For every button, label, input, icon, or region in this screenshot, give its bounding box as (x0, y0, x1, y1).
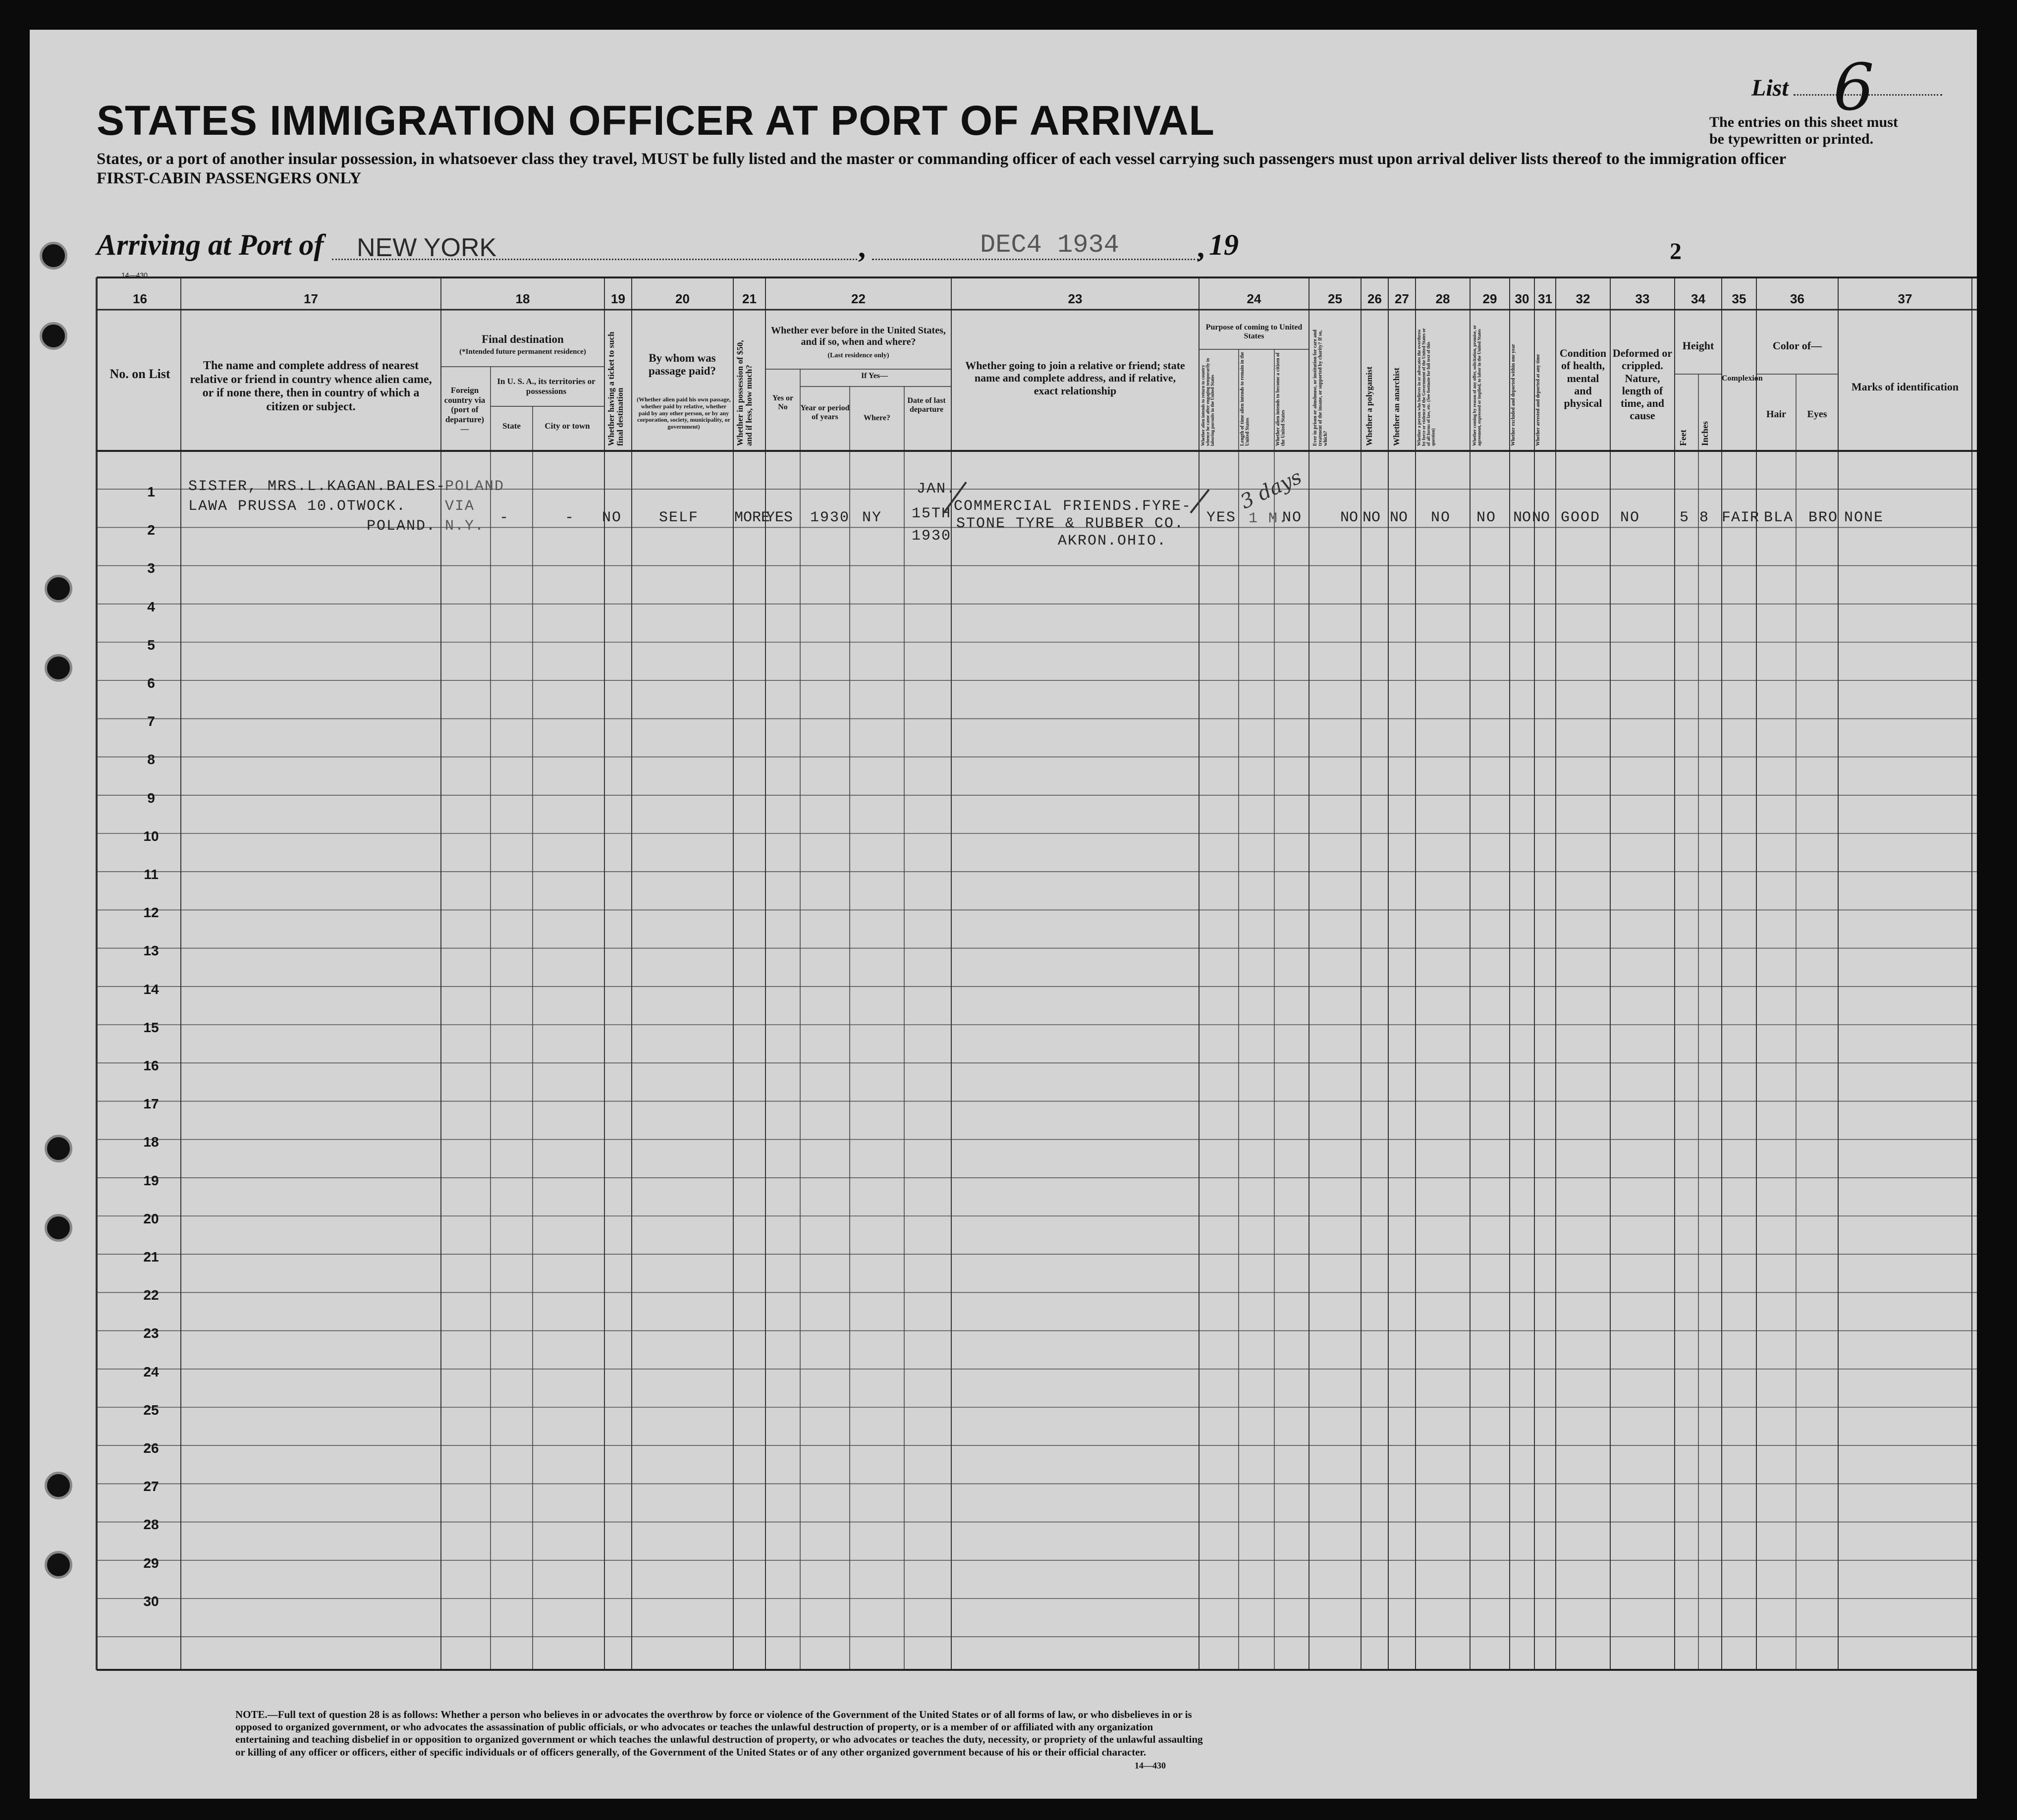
entry-departure-line2: 15TH (912, 505, 952, 522)
entry-offer: NO (1476, 509, 1497, 526)
entry-join-line2: STONE TYRE & RUBBER CO. (956, 515, 1185, 532)
port-name: NEW YORK (357, 233, 497, 262)
binder-hole (40, 322, 67, 350)
binder-hole (40, 242, 67, 270)
row-number: 10 (143, 828, 159, 844)
entry-foreign-line3: N.Y. (445, 518, 485, 535)
hdr-height: Height (1682, 339, 1714, 352)
row-number: 3 (147, 560, 155, 576)
hdr-city: City or town (545, 421, 590, 431)
hdr-passage-paid-sub: (Whether alien paid his own passage, whether paid by relative, whether paid by any other person, or by any corporation, society, municipality, or government) (637, 396, 731, 431)
col-num-35: 35 (1732, 291, 1746, 306)
entry-arrested: NO (1532, 509, 1550, 526)
entry-departure-line1: JAN. (917, 481, 957, 497)
col-num-32: 32 (1576, 291, 1590, 306)
hdr-complexion: Complexion (1722, 374, 1763, 383)
binder-hole (45, 575, 72, 603)
list-label: List (1751, 75, 1789, 101)
hdr-overthrow: Whether a person who believes in or advocates the overthrow by force or violence of the Government of the United States or of all forms of law, etc. (See footnote for full text of this question) (1417, 328, 1436, 446)
entry-length-handwritten: 3 days (1237, 465, 1306, 514)
hdr-prison: Ever in prison or almshouse, or institution for care and treatment of the insane, or supported by charity? If so, which? (1312, 330, 1328, 446)
hdr-no-on-list: No. on List (109, 367, 170, 381)
hdr-feet: Feet (1678, 430, 1688, 446)
comma-separator: , (858, 231, 866, 264)
hdr-fifty-dollars: Whether in possession of $50, and if less, how much? (735, 340, 754, 446)
col-num-23: 23 (1068, 291, 1083, 306)
form-title: STATES IMMIGRATION OFFICER AT PORT OF ARRIVAL (97, 97, 1215, 144)
hdr-become-citizen: Whether alien intends to become a citizen of the United States (1275, 352, 1286, 446)
hdr-arrested: Whether arrested and deported at any time (1535, 354, 1541, 446)
entry-before-year: 1930 (810, 509, 850, 526)
row-number: 12 (143, 905, 159, 921)
entry-polygamist: NO (1363, 509, 1381, 526)
entry-excluded: NO (1513, 509, 1531, 526)
year-prefix: 19 (1209, 228, 1239, 261)
col-num-21: 21 (742, 291, 757, 306)
hdr-health: Condition of health, mental and physical (1559, 347, 1607, 410)
hdr-join-relative: Whether going to join a relative or friend; state name and complete address, and if relative, exact relationship (965, 359, 1185, 397)
col-num-36: 36 (1790, 291, 1804, 306)
entry-departure-line3: 1930 (912, 528, 952, 545)
footnote-form-code: 14—430 (1135, 1761, 1166, 1770)
form-code-top: 14—430 (121, 271, 148, 279)
row-number: 27 (143, 1479, 159, 1494)
col-num-27: 27 (1395, 291, 1409, 306)
entries-note-line2: be typewritten or printed. (1709, 131, 1874, 147)
entry-before-yesno: YES (766, 509, 793, 526)
row-number: 11 (144, 867, 159, 882)
date-stamp: DEC4 1934 (980, 230, 1119, 260)
hdr-labor-offer: Whether coming by reason of any offer, solicitation, promise, or agreement, expressed or implied, to labor in the United States (1472, 325, 1482, 446)
row-number: 1 (147, 484, 155, 499)
entry-become-citizen: NO (1282, 509, 1303, 526)
entry-ticket: NO (602, 509, 622, 526)
row-number: 15 (143, 1019, 159, 1035)
row-number: 17 (143, 1096, 159, 1112)
row-number: 6 (147, 675, 155, 691)
entry-city: - (565, 509, 575, 526)
entry-eyes: BRO (1808, 509, 1839, 526)
col-num-31: 31 (1538, 291, 1552, 306)
binder-hole (45, 1214, 72, 1242)
entry-foreign-line2: VIA (445, 498, 475, 515)
col-num-19: 19 (611, 291, 625, 306)
row-number: 7 (147, 714, 155, 729)
hdr-where: Where? (864, 414, 890, 422)
entry-feet: 5 (1680, 509, 1690, 526)
row-number: 25 (143, 1402, 159, 1418)
entry-passage: SELF (659, 509, 699, 526)
entry-relative-line3: POLAND. (367, 518, 436, 535)
hdr-eyes: Eyes (1807, 409, 1827, 420)
row-number: 29 (143, 1555, 159, 1571)
col-num-17: 17 (304, 291, 318, 306)
row-number: 18 (143, 1134, 159, 1150)
footnote-question-28: NOTE.—Full text of question 28 is as follows: Whether a person who believes in or advocates the overthrow by force or violence of the Government of the United States or of all forms of law, or who disbelieves in or is opposed to organized government, or who advocates the assassination of public officials, or who advocates or teaches the unlawful destruction of property, or is a member of or affiliated with any organization entertaining and teaching disbelief in or opposition to organized government or which teaches the unlawful destruction of property, or who advocates or teaches the duty, necessity, or propriety of the unlawful assaulting or killing of any officer or officers, either of specific individuals or of officers generally, of the Government of the United States or of any other organized government because of his or their official character. (235, 1709, 1203, 1758)
row-number: 8 (147, 752, 155, 768)
row-number: 9 (147, 790, 155, 806)
entry-state: - (499, 509, 510, 526)
form-instructions: States, or a port of another insular possession, in whatsoever class they travel, MUST be fully listed and the master or commanding officer of each vessel carrying such passengers must upon arrival deliver lists thereof to the immigration officer (97, 150, 1787, 168)
col-num-24: 24 (1247, 291, 1261, 306)
entry-q28: NO (1431, 509, 1451, 526)
hdr-passage-paid: By whom was passage paid? (648, 352, 716, 378)
hdr-length-of-stay: Length of time alien intends to remain in the United States (1240, 352, 1251, 446)
entry-hair: BLA (1764, 509, 1794, 526)
hdr-nearest-relative: The name and complete address of nearest relative or friend in country whence alien came, or if none there, then in country of which a citizen or subject. (190, 359, 432, 413)
row-number: 20 (143, 1211, 159, 1226)
row-number: 28 (143, 1517, 159, 1533)
col-num-30: 30 (1515, 291, 1529, 306)
entry-deformed: NO (1620, 509, 1640, 526)
col-num-34: 34 (1691, 291, 1705, 306)
hdr-inches: Inches (1700, 421, 1710, 446)
entry-health: GOOD (1561, 509, 1601, 526)
entry-complexion: FAIR (1722, 509, 1760, 526)
tick-mark (941, 478, 971, 518)
hdr-yes-no: Yes or No (772, 394, 794, 412)
entry-join-line3: AKRON.OHIO. (1058, 533, 1167, 550)
row-number: 24 (143, 1364, 159, 1379)
binder-hole (45, 1551, 72, 1579)
row-number: 4 (147, 599, 155, 614)
hdr-excluded: Whether excluded and deported within one year (1511, 344, 1516, 446)
col-num-22: 22 (851, 291, 866, 306)
hdr-final-destination: Final destination (482, 333, 564, 345)
entry-relative-line1: SISTER, MRS.L.KAGAN.BALES- (188, 478, 446, 495)
row-number: 19 (143, 1172, 159, 1188)
hdr-last-departure: Date of last departure (907, 396, 946, 414)
entry-prison: NO (1340, 509, 1359, 526)
row-number: 30 (143, 1593, 159, 1609)
binder-hole (45, 654, 72, 682)
hdr-last-residence: (Last residence only) (827, 352, 889, 359)
row-rules (97, 451, 1977, 1637)
hdr-deformed: Deformed or crippled. Nature, length of time, and cause (1612, 347, 1673, 422)
entry-join-line1: COMMERCIAL FRIENDS.FYRE- (954, 498, 1192, 515)
row-number: 16 (143, 1058, 159, 1073)
entry-money: MORE (734, 509, 770, 526)
col-num-33: 33 (1635, 291, 1650, 306)
col-num-37: 37 (1898, 291, 1912, 306)
entry-anarchist: NO (1390, 509, 1408, 526)
col-num-26: 26 (1367, 291, 1382, 306)
list-number: 6 (1833, 50, 1874, 125)
row-number: 2 (147, 522, 155, 538)
manifest-sheet (30, 30, 1977, 1799)
col-num-20: 20 (675, 291, 690, 306)
col-num-16: 16 (133, 291, 147, 306)
entries-note-line1: The entries on this sheet must (1709, 114, 1898, 130)
entry-foreign-line1: POLAND (445, 478, 505, 495)
hdr-year-period: Year or period of years (800, 404, 850, 422)
sheet-number: 2 (1670, 238, 1682, 265)
hdr-return-country: Whether alien intends to return to country whence he came after engaging temporarily in laboring pursuits in the United States (1200, 358, 1215, 446)
arriving-label: Arriving at Port of (97, 228, 324, 261)
binder-hole (45, 1135, 72, 1162)
hdr-foreign-country: Foreign country via (port of departure)— (444, 386, 486, 434)
hdr-polygamist: Whether a polygamist (1364, 366, 1374, 446)
hdr-color-of: Color of— (1772, 339, 1822, 352)
row-number: 21 (143, 1249, 159, 1265)
hdr-marks: Marks of identification (1851, 381, 1959, 393)
entry-inches: 8 (1699, 509, 1710, 526)
col-num-18: 18 (515, 291, 530, 306)
entry-length-typed: 1 M. (1249, 510, 1289, 527)
hdr-usa-territories: In U. S. A., its territories or possessions (497, 377, 596, 396)
entry-relative-line2: LAWA PRUSSA 10.OTWOCK. (188, 498, 407, 515)
row-number: 23 (143, 1325, 159, 1341)
hdr-purpose: Purpose of coming to United States (1205, 323, 1303, 341)
row-number: 22 (143, 1287, 159, 1303)
col-num-25: 25 (1328, 291, 1342, 306)
row-number: 5 (147, 637, 155, 653)
hdr-final-destination-sub: (*Intended future permanent residence) (459, 348, 586, 356)
binder-hole (45, 1472, 72, 1499)
entry-marks: NONE (1844, 509, 1884, 526)
comma-separator-2: , (1197, 231, 1204, 264)
row-number: 26 (143, 1440, 159, 1456)
col-num-29: 29 (1482, 291, 1497, 306)
hdr-state: State (502, 421, 521, 431)
entry-return-country: YES (1206, 509, 1237, 526)
row-number: 13 (143, 943, 159, 959)
hdr-hair: Hair (1766, 409, 1786, 420)
hdr-if-yes: If Yes— (861, 372, 888, 380)
col-num-28: 28 (1435, 291, 1450, 306)
hdr-anarchist: Whether an anarchist (1392, 367, 1401, 446)
hdr-ever-before: Whether ever before in the United States, and if so, when and where? (771, 325, 946, 347)
row-number: 14 (143, 981, 159, 997)
cabin-class-label: FIRST-CABIN PASSENGERS ONLY (97, 169, 362, 187)
entry-before-where: NY (862, 509, 882, 526)
hdr-ticket: Whether having a ticket to such final destination (606, 331, 625, 446)
